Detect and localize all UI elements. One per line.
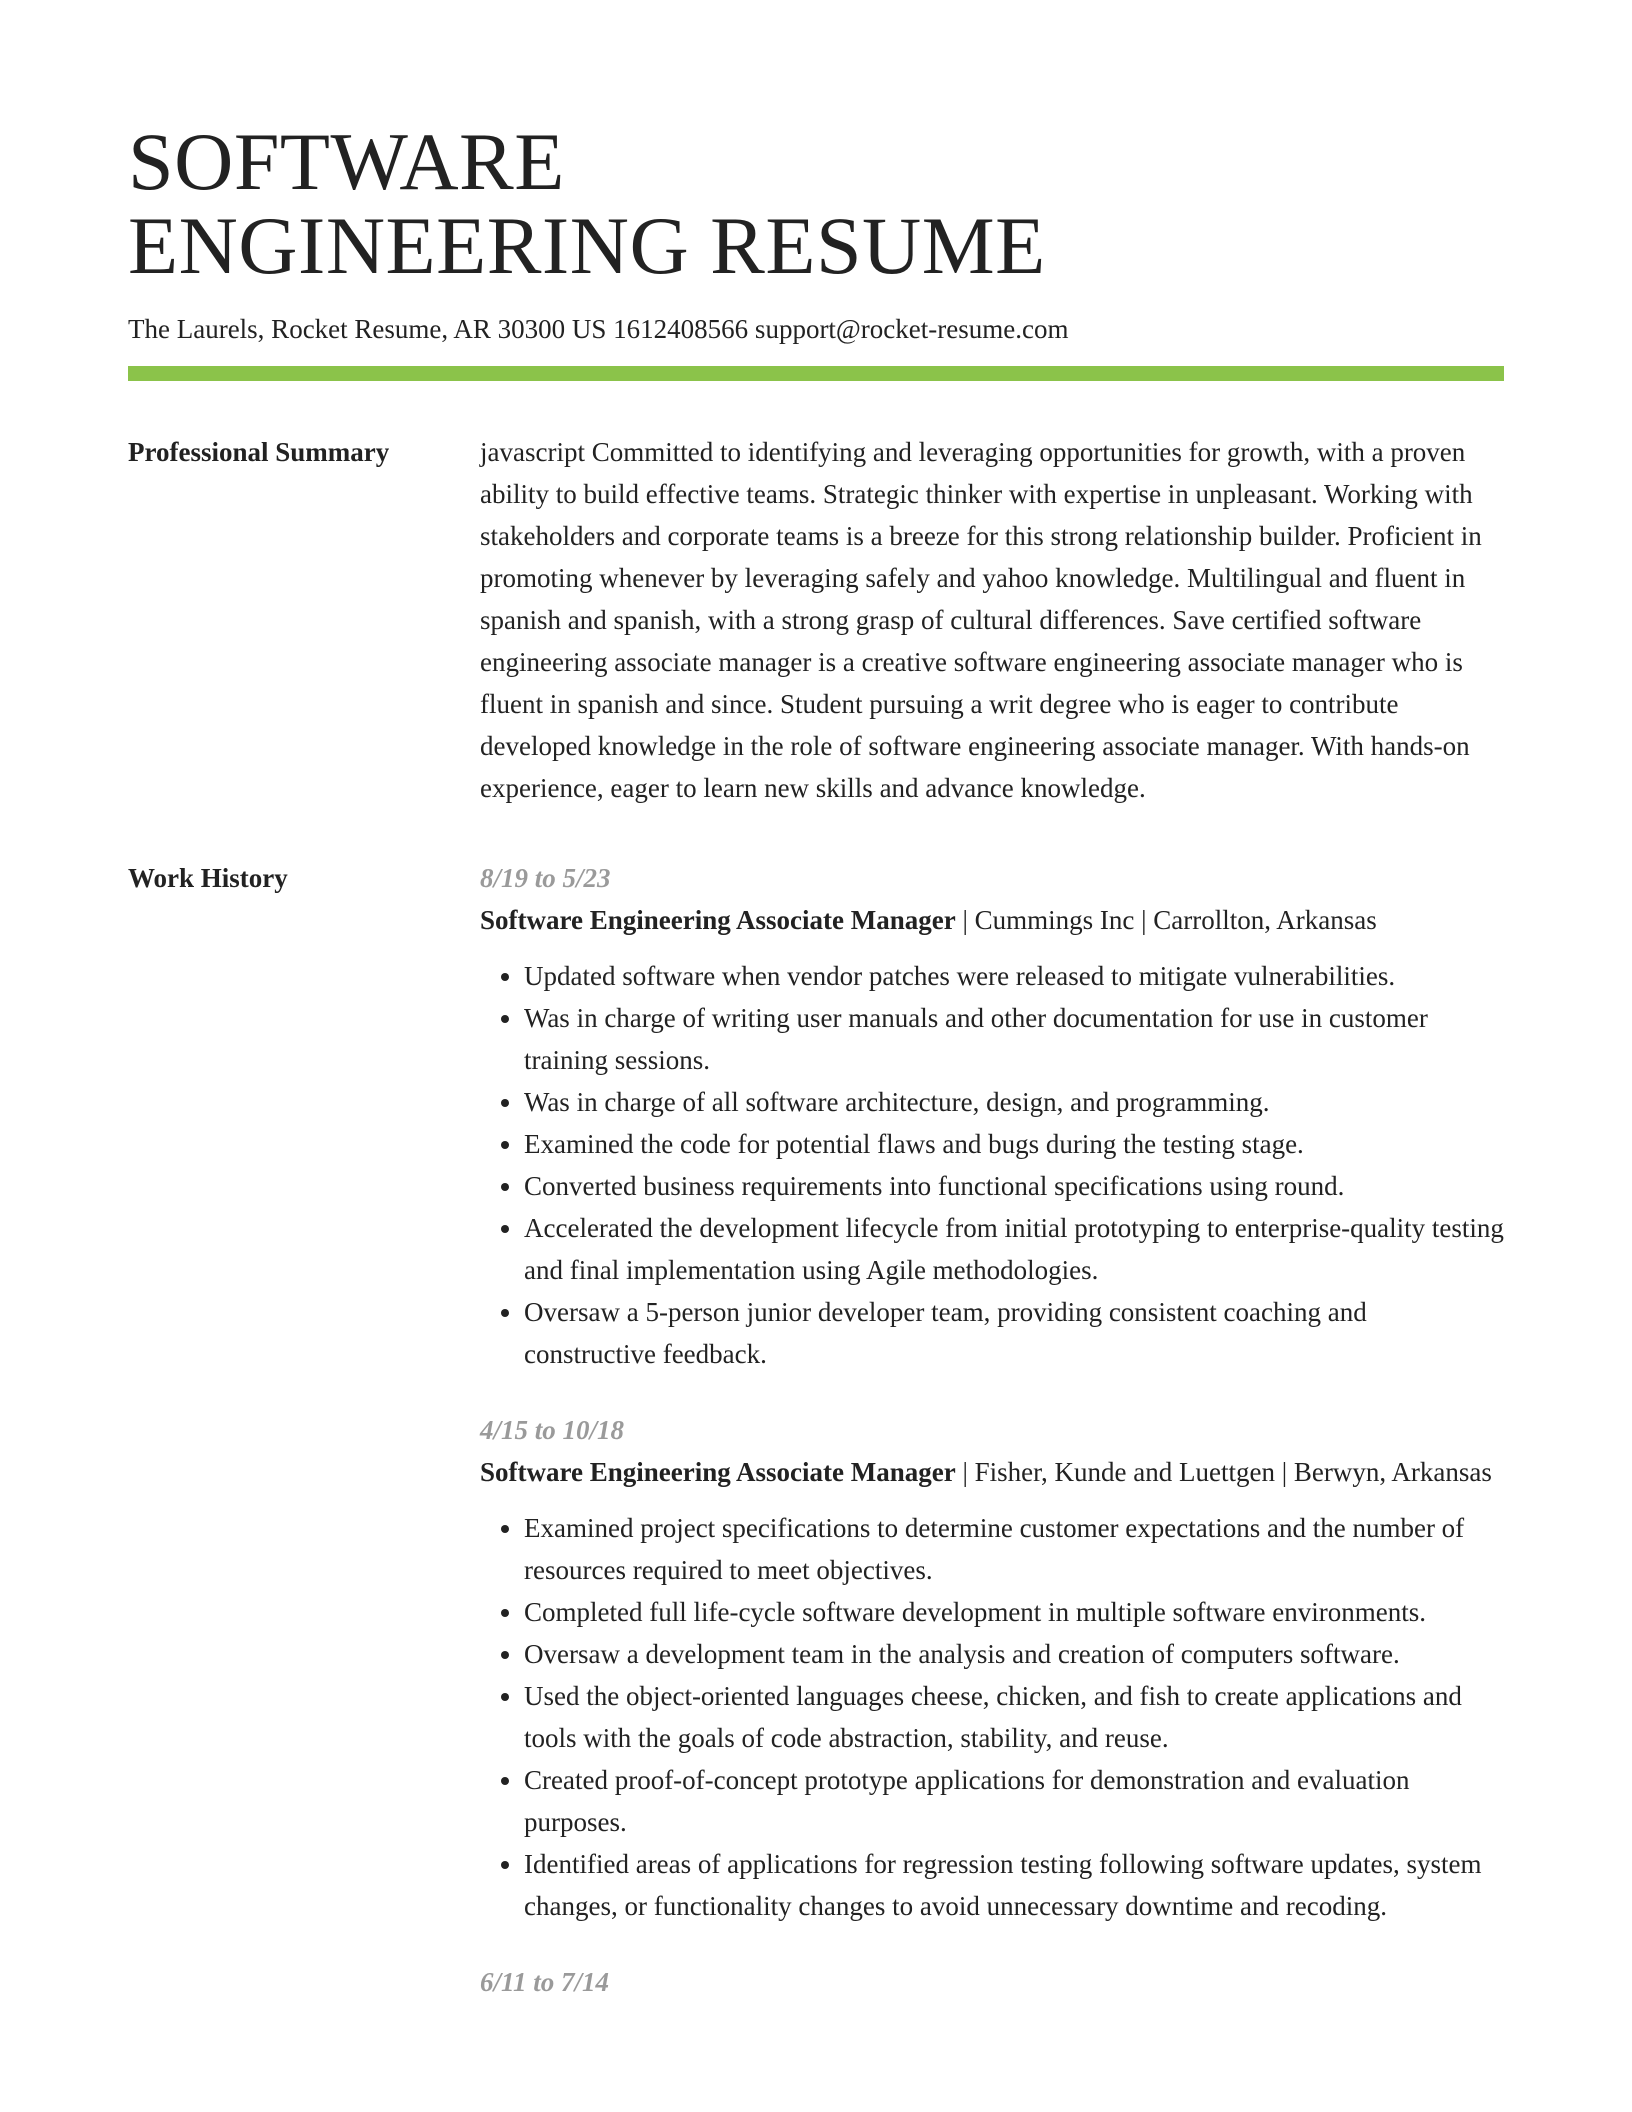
- professional-summary-section: [128, 431, 1504, 809]
- job-bullet: • Identified areas of applications for regression testing following software updates, system changes, or functionality changes to avoid unnecessary downtime and recoding.: [524, 1843, 1504, 1927]
- work-history-section: [128, 857, 1504, 2037]
- job-bullets: [480, 955, 1504, 1375]
- job-bullet: • Was in charge of all software architecture, design, and programming.: [524, 1081, 1504, 1123]
- resume-title: [128, 116, 1504, 291]
- job-entry: [480, 1961, 1504, 2003]
- job-dates: 8/19 to 5/23: [480, 863, 611, 893]
- job-bullet: • Updated software when vendor patches were released to mitigate vulnerabilities.: [524, 955, 1504, 997]
- job-entry: [480, 857, 1504, 1375]
- job-title: Software Engineering Associate Manager: [480, 905, 956, 935]
- job-company-location: | Fisher, Kunde and Luettgen | Berwyn, Arkansas: [955, 1457, 1492, 1487]
- job-bullet: • Converted business requirements into functional specifications using round.: [524, 1165, 1504, 1207]
- job-bullet: • Used the object-oriented languages cheese, chicken, and fish to create applications and tools with the goals of code abstraction, stability, and reuse.: [524, 1675, 1504, 1759]
- job-title-line: [480, 899, 1504, 941]
- job-bullet: • Oversaw a 5-person junior developer team, providing consistent coaching and constructive feedback.: [524, 1291, 1504, 1375]
- job-dates: 4/15 to 10/18: [480, 1415, 625, 1445]
- job-list: [480, 857, 1504, 2037]
- job-bullet: • Completed full life-cycle software development in multiple software environments.: [524, 1591, 1504, 1633]
- contact-info: The Laurels, Rocket Resume, AR 30300 US 1612408566 support@rocket-resume.com: [128, 314, 1069, 344]
- accent-divider: [128, 366, 1504, 381]
- job-bullet: • Examined project specifications to determine customer expectations and the number of resources required to meet objectives.: [524, 1507, 1504, 1591]
- resume-page: [128, 116, 1504, 2037]
- job-bullets: [480, 1507, 1504, 1927]
- job-bullet: • Created proof-of-concept prototype applications for demonstration and evaluation purposes.: [524, 1759, 1504, 1843]
- title-line-2: ENGINEERING RESUME: [128, 200, 1046, 291]
- job-title-line: [480, 1451, 1504, 1493]
- job-bullet: • Accelerated the development lifecycle from initial prototyping to enterprise-quality testing and final implementation using Agile methodologies.: [524, 1207, 1504, 1291]
- job-dates: 6/11 to 7/14: [480, 1967, 610, 1997]
- title-line-1: SOFTWARE: [128, 116, 565, 207]
- job-entry: [480, 1409, 1504, 1927]
- job-title: Software Engineering Associate Manager: [480, 1457, 956, 1487]
- job-bullet: • Examined the code for potential flaws and bugs during the testing stage.: [524, 1123, 1504, 1165]
- section-label-work: Work History: [128, 863, 288, 893]
- summary-text: javascript Committed to identifying and leveraging opportunities for growth, with a proven ability to build effective teams. Strategic thinker with expertise in unpleasant. Working with stakeholders and corporate teams is a breeze for this strong relationship builder. Proficient in promoting whenever by leveraging safely and yahoo knowledge. Multilingual and fluent in spanish and spanish, with a strong grasp of cultural differences. Save certified software engineering associate manager is a creative software engineering associate manager who is fluent in spanish and since. Student pursuing a writ degree who is eager to contribute developed knowledge in the role of software engineering associate manager. With hands-on experience, eager to learn new skills and advance knowledge.: [480, 437, 1482, 803]
- section-label-summary: Professional Summary: [128, 437, 390, 467]
- job-bullet: • Oversaw a development team in the analysis and creation of computers software.: [524, 1633, 1504, 1675]
- job-company-location: | Cummings Inc | Carrollton, Arkansas: [955, 905, 1377, 935]
- job-bullet: • Was in charge of writing user manuals and other documentation for use in customer training sessions.: [524, 997, 1504, 1081]
